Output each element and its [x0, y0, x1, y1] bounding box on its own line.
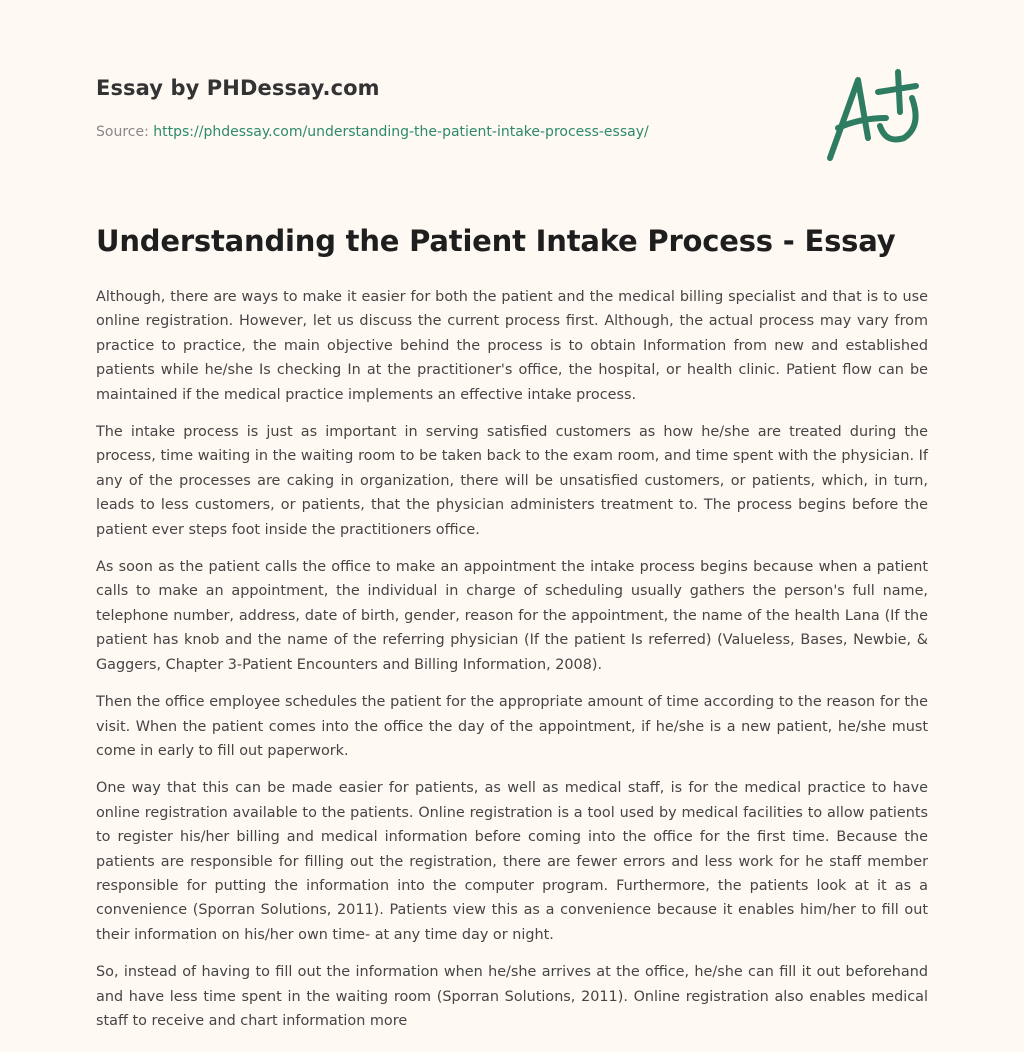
essay-paragraph: Then the office employee schedules the patient for the appropriate amount of time according to the reason for the visit. When the patient comes into the office the day of the appointment, if he/she is a new patient, he/she must come in early to fill out paperwork. [96, 694, 928, 759]
essay-paragraph: One way that this can be made easier for patients, as well as medical staff, is for the medical practice to have online registration available to the patients. Online registration is a tool used by medical facilities to allow patients to register his/her billing and medical information before coming into the office for the first time. Because the patients are responsible for filling out the registration, there are fewer errors and less work for he staff member responsible for putting the information into the computer program. Furthermore, the patients look at it as a convenience (Sporran Solutions, 2011). Patients view this as a convenience because it enables him/her to fill out their information on his/her own time- at any time day or night. [96, 780, 928, 943]
essay-paragraph: Although, there are ways to make it easier for both the patient and the medical billing specialist and that is to use online registration. However, let us discuss the current process first. Although, the actual process may vary from practice to practice, the main objective behind the process is to obtain Information from new and established patients while he/she Is checking In at the practitioner's office, the hospital, or health clinic. Patient flow can be maintained if the medical practice implements an effective intake process. [96, 289, 928, 403]
source-link[interactable]: https://phdessay.com/understanding-the-patient-intake-process-essay/ [153, 124, 649, 140]
a-plus-logo-icon [820, 68, 930, 168]
essay-title: Understanding the Patient Intake Process - Essay [96, 224, 896, 258]
essay-paragraph: The intake process is just as important in serving satisfied customers as how he/she are treated during the process, time waiting in the waiting room to be taken back to the exam room, and time spent with the physician. If any of the processes are caking in organization, there will be unsatisfied customers, or patients, which, in turn, leads to less customers, or patients, that the physician administers treatment to. The process begins before the patient ever steps foot inside the practitioners office. [96, 424, 928, 538]
essay-paragraph: As soon as the patient calls the office to make an appointment the intake process begins because when a patient calls to make an appointment, the individual in charge of scheduling usually gathers the person's full name, telephone number, address, date of birth, gender, reason for the appointment, the name of the health Lana (If the patient has knob and the name of the referring physician (If the patient Is referred) (Valueless, Bases, Newbie, & Gaggers, Chapter 3-Patient Encounters and Billing Information, 2008). [96, 559, 928, 673]
source-line [96, 124, 649, 140]
essay-paragraph: So, instead of having to fill out the information when he/she arrives at the office, he/she can fill it out beforehand and have less time spent in the waiting room (Sporran Solutions, 2011). Online registration also enables medical staff to receive and chart information more [96, 964, 928, 1029]
source-label: Source: [96, 124, 149, 140]
site-header [96, 76, 380, 100]
essay-body [96, 285, 928, 1046]
brand-title: Essay by PHDessay.com [96, 76, 380, 100]
